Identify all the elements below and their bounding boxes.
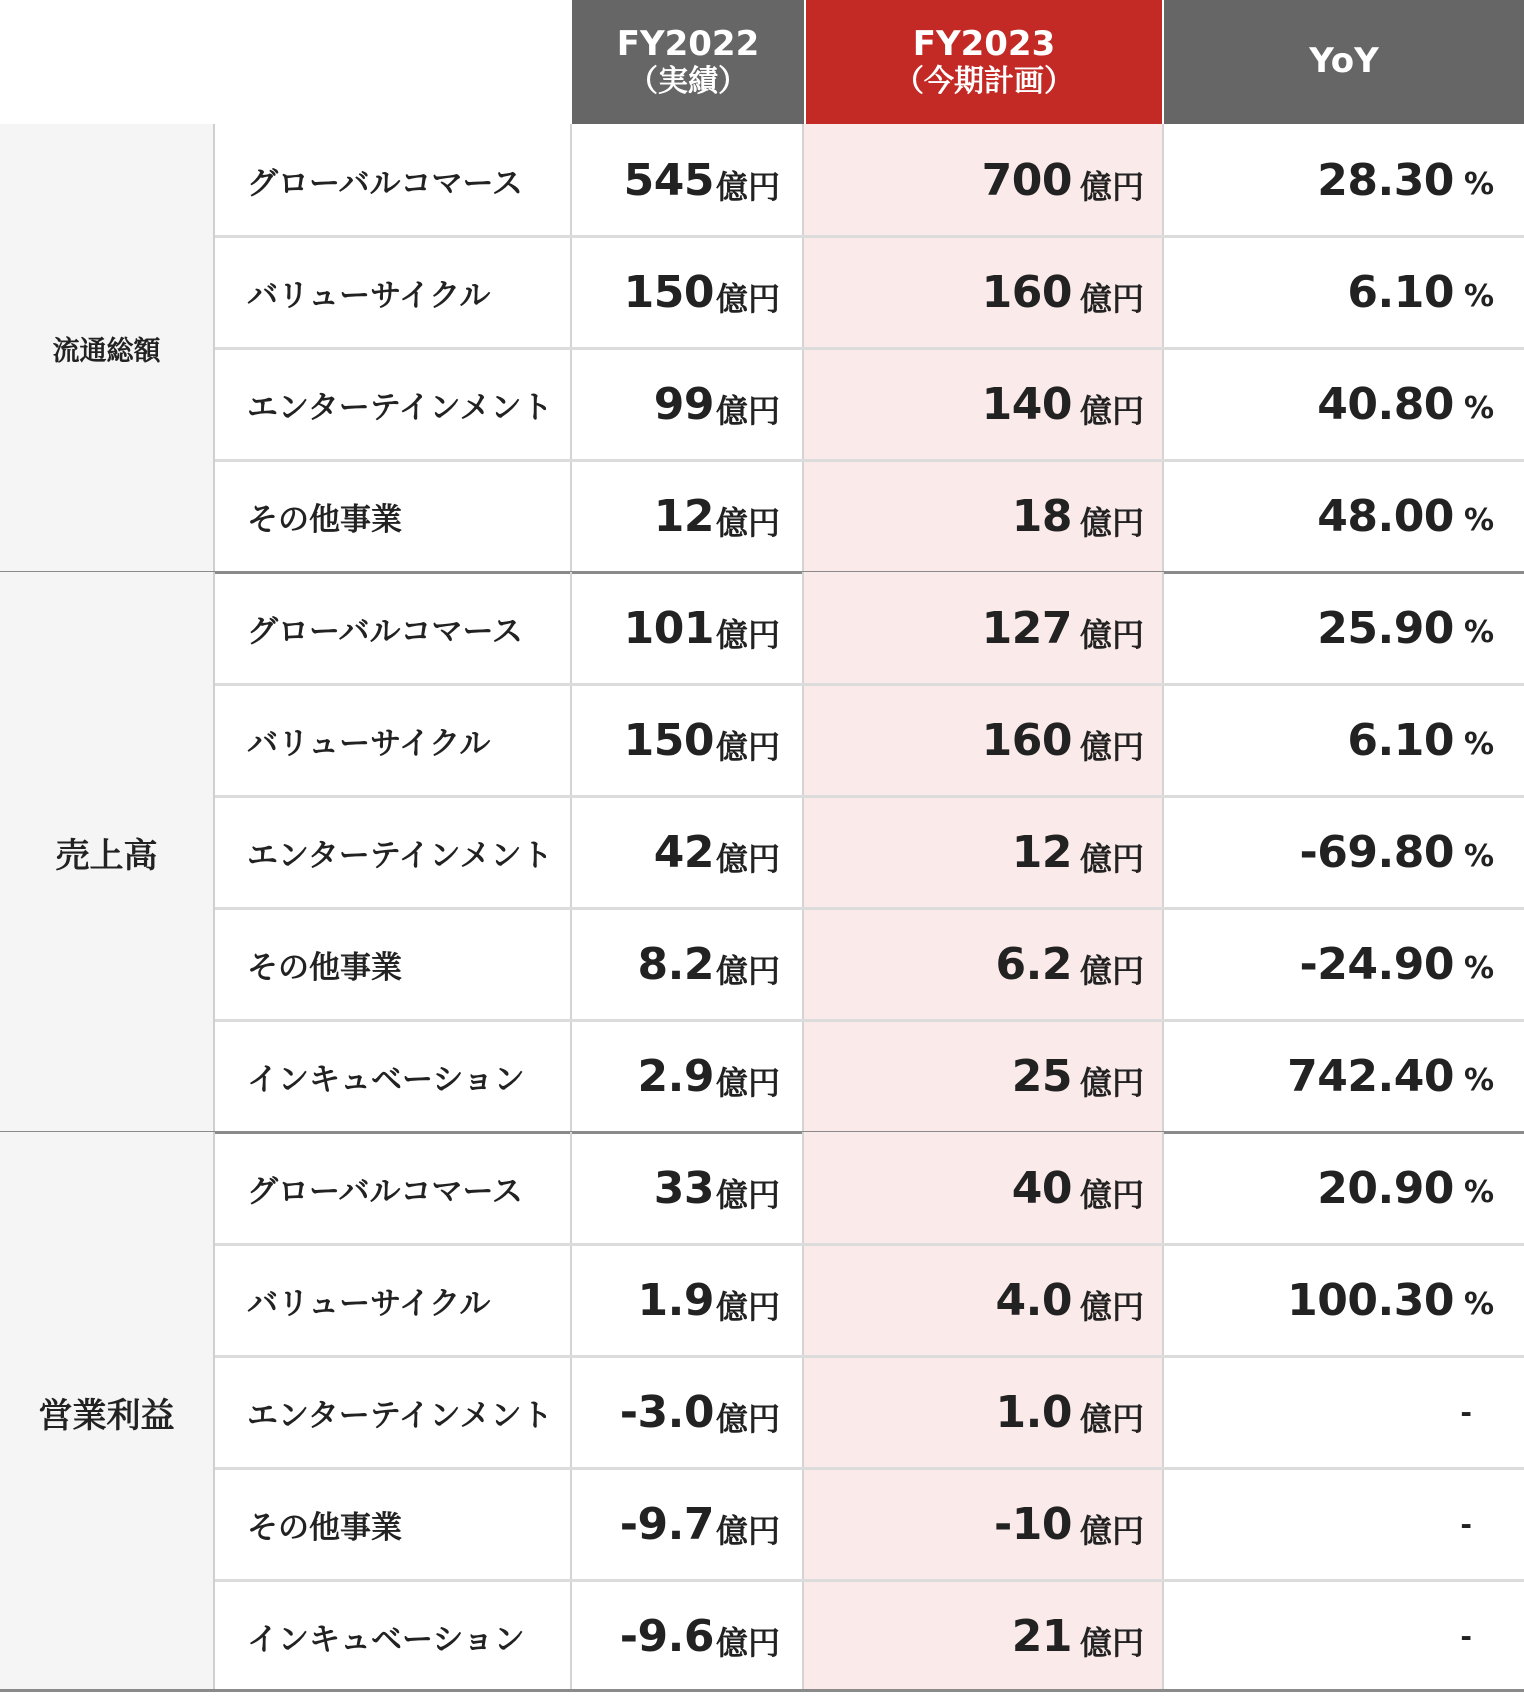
- yoy-value-cell: [1164, 796, 1524, 908]
- fy2022-value: 150: [623, 266, 714, 318]
- fy2023-value-cell: [804, 1020, 1164, 1132]
- fy2023-value: 12: [1011, 826, 1072, 878]
- table-row: [215, 236, 1524, 348]
- fy2023-value-cell: [804, 348, 1164, 460]
- fy2022-value: 42: [653, 826, 714, 878]
- unit-label: 億円: [715, 392, 780, 430]
- header-fy2022: [572, 0, 804, 124]
- unit-label: 億円: [1079, 1064, 1144, 1102]
- yoy-value-cell: [1164, 908, 1524, 1020]
- table-body: [0, 124, 1524, 1700]
- fy2022-value-cell: [572, 124, 804, 236]
- table-row: [215, 1468, 1524, 1580]
- fy2022-value: 99: [653, 378, 714, 430]
- fy2022-value-cell: [572, 460, 804, 572]
- table-row: [215, 1580, 1524, 1692]
- table-row: [215, 460, 1524, 572]
- unit-label: 億円: [1079, 840, 1144, 878]
- unit-label: 億円: [1079, 728, 1144, 766]
- unit-label: 億円: [1079, 1288, 1144, 1326]
- fy2022-value-cell: [572, 1580, 804, 1692]
- yoy-value-cell: [1164, 236, 1524, 348]
- row-divider: [215, 1579, 1524, 1582]
- fy2023-value: 160: [981, 714, 1072, 766]
- unit-label: 億円: [715, 1176, 780, 1214]
- fy2023-value-cell: [804, 236, 1164, 348]
- group-label: 流通総額: [0, 124, 215, 572]
- row-divider: [215, 1467, 1524, 1470]
- unit-label: 億円: [1079, 952, 1144, 990]
- yoy-value-cell: [1164, 348, 1524, 460]
- table-row: [215, 684, 1524, 796]
- fy2022-value-cell: [572, 236, 804, 348]
- unit-label: 億円: [1079, 504, 1144, 542]
- segment-name: その他事業: [215, 1468, 572, 1580]
- row-divider: [215, 1355, 1524, 1358]
- unit-label: 億円: [1079, 392, 1144, 430]
- fy2022-value-cell: [572, 684, 804, 796]
- fy2022-value-cell: [572, 1132, 804, 1244]
- fy2022-value: 12: [653, 490, 714, 542]
- fy2022-value-cell: [572, 1244, 804, 1356]
- segment-name: グローバルコマース: [215, 572, 572, 684]
- fy2022-value: 1.9: [637, 1274, 714, 1326]
- segment-name: インキュベーション: [215, 1580, 572, 1692]
- yoy-dash: -: [1460, 1507, 1472, 1541]
- unit-label: 億円: [715, 280, 780, 318]
- unit-label: 億円: [715, 952, 780, 990]
- fy2023-value: 21: [1011, 1610, 1072, 1662]
- table-row: [215, 796, 1524, 908]
- row-divider: [215, 235, 1524, 238]
- table-row: [215, 1356, 1524, 1468]
- segment-name: バリューサイクル: [215, 236, 572, 348]
- unit-label: 億円: [1079, 1512, 1144, 1550]
- yoy-dash: -: [1460, 1395, 1472, 1429]
- fy2023-value-cell: [804, 460, 1164, 572]
- fy2023-value-cell: [804, 684, 1164, 796]
- fy2023-value: -10: [993, 1498, 1072, 1550]
- percent-label: %: [1463, 726, 1494, 762]
- row-divider: [215, 683, 1524, 686]
- percent-label: %: [1463, 390, 1494, 426]
- fy2023-value: 25: [1011, 1050, 1072, 1102]
- yoy-value: -69.80: [1299, 826, 1454, 878]
- yoy-value-cell: [1164, 124, 1524, 236]
- row-divider: [215, 347, 1524, 350]
- fy2023-value: 160: [981, 266, 1072, 318]
- unit-label: 億円: [1079, 616, 1144, 654]
- table-row: [215, 572, 1524, 684]
- unit-label: 億円: [1079, 280, 1144, 318]
- yoy-value: 100.30: [1287, 1274, 1454, 1326]
- yoy-value-cell: [1164, 1580, 1524, 1692]
- percent-label: %: [1463, 614, 1494, 650]
- unit-label: 億円: [715, 1064, 780, 1102]
- yoy-value-cell: [1164, 1244, 1524, 1356]
- segment-name: バリューサイクル: [215, 684, 572, 796]
- segment-name: エンターテインメント: [215, 796, 572, 908]
- fy2022-value: 8.2: [637, 938, 714, 990]
- fy2023-value: 4.0: [995, 1274, 1072, 1326]
- fy2023-value-cell: [804, 572, 1164, 684]
- fy2022-value: 545: [623, 154, 714, 206]
- unit-label: 億円: [715, 168, 780, 206]
- segment-name: グローバルコマース: [215, 1132, 572, 1244]
- table-row: [215, 1244, 1524, 1356]
- fy2023-value: 140: [981, 378, 1072, 430]
- unit-label: 億円: [1079, 168, 1144, 206]
- segment-name: バリューサイクル: [215, 1244, 572, 1356]
- fy2022-value-cell: [572, 796, 804, 908]
- unit-label: 億円: [715, 616, 780, 654]
- header-yoy: [1164, 0, 1524, 124]
- fy2022-value: -9.7: [619, 1498, 714, 1550]
- fy2023-value: 700: [981, 154, 1072, 206]
- fy2022-value-cell: [572, 1020, 804, 1132]
- segment-name: エンターテインメント: [215, 1356, 572, 1468]
- yoy-dash: -: [1460, 1619, 1472, 1653]
- yoy-value-cell: [1164, 1356, 1524, 1468]
- table-row: [215, 1020, 1524, 1132]
- unit-label: 億円: [715, 1624, 780, 1662]
- group-label: 営業利益: [0, 1132, 215, 1692]
- table-row: [215, 348, 1524, 460]
- table-bottom-border: [0, 1689, 1524, 1692]
- percent-label: %: [1463, 166, 1494, 202]
- yoy-value: 6.10: [1347, 266, 1454, 318]
- fy2023-value-cell: [804, 1356, 1164, 1468]
- unit-label: 億円: [715, 1400, 780, 1438]
- fy2022-value: -9.6: [619, 1610, 714, 1662]
- fy2023-value-cell: [804, 1468, 1164, 1580]
- row-divider: [215, 907, 1524, 910]
- fy2023-value: 40: [1011, 1162, 1072, 1214]
- fy2022-value-cell: [572, 908, 804, 1020]
- yoy-value-cell: [1164, 684, 1524, 796]
- fy2023-value-cell: [804, 1580, 1164, 1692]
- yoy-value-cell: [1164, 1132, 1524, 1244]
- yoy-value-cell: [1164, 1020, 1524, 1132]
- segment-name: その他事業: [215, 460, 572, 572]
- table-row: [215, 124, 1524, 236]
- percent-label: %: [1463, 278, 1494, 314]
- row-divider: [215, 459, 1524, 462]
- percent-label: %: [1463, 1174, 1494, 1210]
- yoy-value: 48.00: [1317, 490, 1454, 542]
- fy2022-value: 150: [623, 714, 714, 766]
- fy2022-value-cell: [572, 572, 804, 684]
- fy2023-value-cell: [804, 1132, 1164, 1244]
- percent-label: %: [1463, 502, 1494, 538]
- row-divider: [215, 1019, 1524, 1022]
- fy2023-value-cell: [804, 908, 1164, 1020]
- yoy-value: 6.10: [1347, 714, 1454, 766]
- unit-label: 億円: [715, 840, 780, 878]
- header-yoy-title: YoY: [1309, 41, 1379, 82]
- table-row: [215, 908, 1524, 1020]
- unit-label: 億円: [1079, 1624, 1144, 1662]
- unit-label: 億円: [715, 728, 780, 766]
- header-fy2023-title: FY2023: [912, 23, 1056, 64]
- unit-label: 億円: [1079, 1176, 1144, 1214]
- fy2023-value-cell: [804, 1244, 1164, 1356]
- percent-label: %: [1463, 950, 1494, 986]
- yoy-value-cell: [1164, 1468, 1524, 1580]
- unit-label: 億円: [715, 1288, 780, 1326]
- fy2023-value-cell: [804, 796, 1164, 908]
- header-fy2023: [806, 0, 1162, 124]
- header-fy2022-title: FY2022: [616, 23, 760, 64]
- yoy-value: 742.40: [1287, 1050, 1454, 1102]
- segment-name: グローバルコマース: [215, 124, 572, 236]
- fy2022-value: -3.0: [619, 1386, 714, 1438]
- fy2022-value: 101: [623, 602, 714, 654]
- percent-label: %: [1463, 838, 1494, 874]
- row-divider: [215, 795, 1524, 798]
- header-fy2023-subtitle: （今期計画）: [894, 64, 1074, 100]
- segment-name: エンターテインメント: [215, 348, 572, 460]
- segment-name: その他事業: [215, 908, 572, 1020]
- percent-label: %: [1463, 1286, 1494, 1322]
- percent-label: %: [1463, 1062, 1494, 1098]
- segment-name: インキュベーション: [215, 1020, 572, 1132]
- fy2023-value-cell: [804, 124, 1164, 236]
- yoy-value: -24.90: [1299, 938, 1454, 990]
- header-fy2022-subtitle: （実績）: [628, 64, 748, 100]
- yoy-value: 28.30: [1317, 154, 1454, 206]
- fy2022-value: 2.9: [637, 1050, 714, 1102]
- group-label: 売上高: [0, 572, 215, 1132]
- yoy-value: 25.90: [1317, 602, 1454, 654]
- fy2022-value: 33: [653, 1162, 714, 1214]
- yoy-value-cell: [1164, 572, 1524, 684]
- row-divider: [215, 1243, 1524, 1246]
- fy2022-value-cell: [572, 1468, 804, 1580]
- fy2023-value: 127: [981, 602, 1072, 654]
- fy2022-value-cell: [572, 348, 804, 460]
- yoy-value: 20.90: [1317, 1162, 1454, 1214]
- fy2023-value: 1.0: [995, 1386, 1072, 1438]
- fy2023-value: 18: [1011, 490, 1072, 542]
- unit-label: 億円: [715, 1512, 780, 1550]
- fy2022-value-cell: [572, 1356, 804, 1468]
- yoy-value-cell: [1164, 460, 1524, 572]
- yoy-value: 40.80: [1317, 378, 1454, 430]
- unit-label: 億円: [1079, 1400, 1144, 1438]
- table-row: [215, 1132, 1524, 1244]
- unit-label: 億円: [715, 504, 780, 542]
- fy2023-value: 6.2: [995, 938, 1072, 990]
